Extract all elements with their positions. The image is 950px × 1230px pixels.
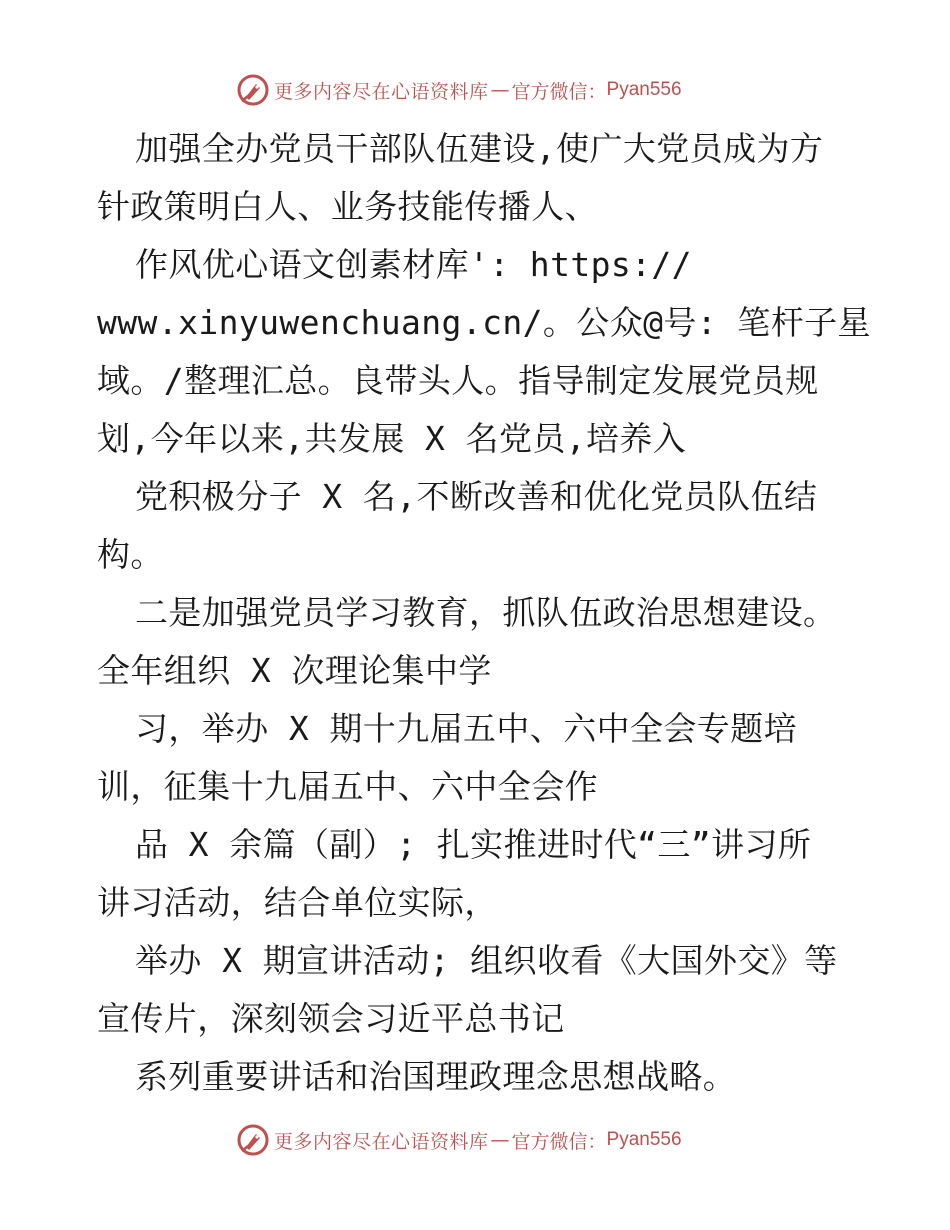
banner-dash: — xyxy=(490,79,510,101)
text-line: 系列重要讲话和治国理政理念思想战略。 xyxy=(135,1057,737,1096)
text-line: 构。 xyxy=(97,535,164,574)
pen-nib-logo-icon xyxy=(236,1123,270,1157)
text-line: 二是加强党员学习教育，抓队伍政治思想建设。 xyxy=(135,593,837,632)
pen-nib-logo-icon xyxy=(236,73,270,107)
text-line: 全年组织 X 次理论集中学 xyxy=(97,651,492,690)
text-line: 针政策明白人、业务技能传播人、 xyxy=(97,187,598,226)
text-line: 作风优心语文创素材库': https:// xyxy=(135,245,692,284)
text-line: 划,今年以来,共发展 X 名党员,培养入 xyxy=(97,419,687,458)
text-line: 品 X 余篇（副）; 扎实推进时代“三”讲习所 xyxy=(135,825,812,864)
header-watermark-banner xyxy=(236,73,682,107)
footer-watermark-banner xyxy=(236,1123,682,1157)
banner-official-text: 官方微信： xyxy=(511,1130,607,1153)
banner-main-text: 更多内容尽在心语资料库 xyxy=(274,1130,489,1153)
document-body xyxy=(97,120,871,1106)
text-line: 域。/整理汇总。良带头人。指导制定发展党员规 xyxy=(97,361,819,400)
banner-official-text: 官方微信： xyxy=(511,80,607,103)
text-line: 训，征集十九届五中、六中全会作 xyxy=(97,767,598,806)
banner-dash: — xyxy=(490,1129,510,1151)
banner-wechat-id: Pyan556 xyxy=(606,79,682,100)
text-line: 宣传片，深刻领会习近平总书记 xyxy=(97,999,565,1038)
text-line: 举办 X 期宣讲活动; 组织收看《大国外交》等 xyxy=(135,941,838,980)
banner-main-text: 更多内容尽在心语资料库 xyxy=(274,80,489,103)
text-line: 加强全办党员干部队伍建设,使广大党员成为方 xyxy=(135,129,824,168)
text-line: 党积极分子 X 名,不断改善和优化党员队伍结 xyxy=(135,477,818,516)
banner-wechat-id: Pyan556 xyxy=(606,1129,682,1150)
text-line: 讲习活动，结合单位实际， xyxy=(97,883,498,922)
text-line: 习，举办 X 期十九届五中、六中全会专题培 xyxy=(135,709,798,748)
text-line: www.xinyuwenchuang.cn/。公众@号: 笔杆子星 xyxy=(97,303,871,342)
